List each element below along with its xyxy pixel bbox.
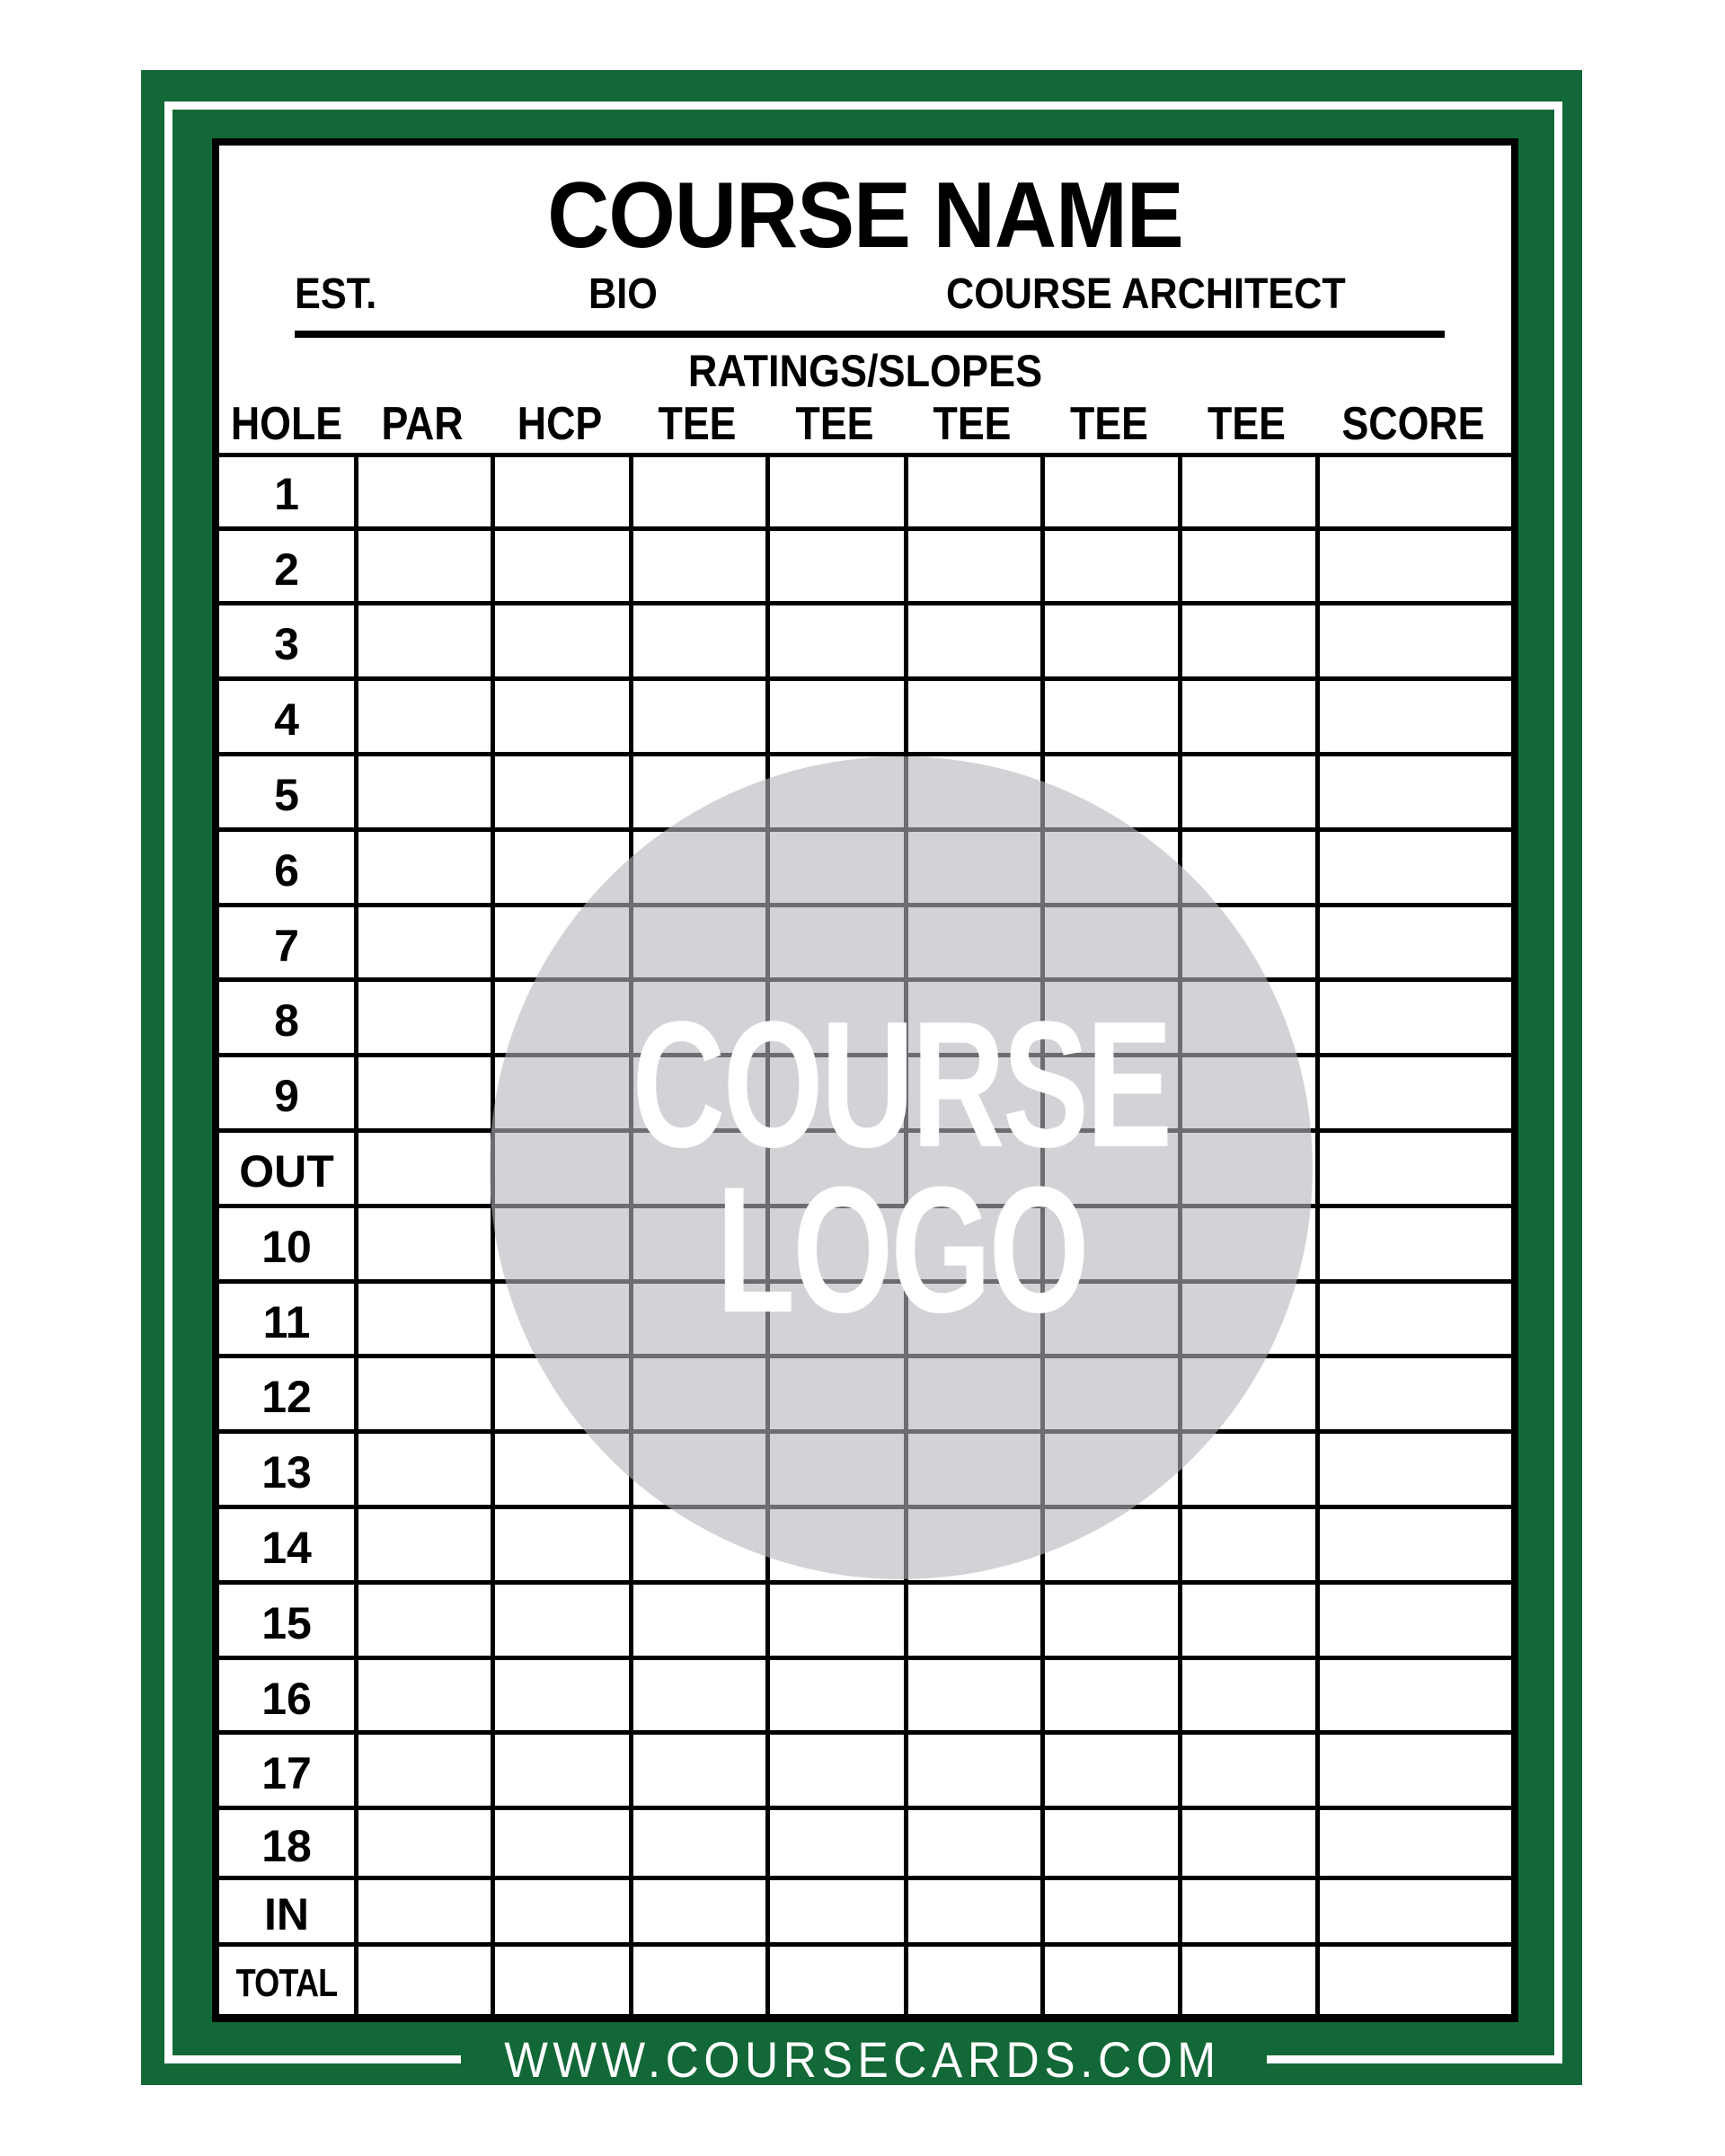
score-cell-tee[interactable] bbox=[1045, 457, 1178, 528]
score-cell-par[interactable] bbox=[358, 1812, 491, 1878]
hole-label: TOTAL bbox=[235, 1961, 338, 2005]
score-cell-score[interactable] bbox=[1320, 1882, 1511, 1944]
score-cell-tee[interactable] bbox=[633, 457, 765, 528]
hole-label: 12 bbox=[261, 1372, 312, 1422]
score-cell-tee[interactable] bbox=[633, 1812, 765, 1878]
score-cell-par[interactable] bbox=[358, 834, 491, 905]
scorecard-body bbox=[219, 146, 1511, 2015]
score-cell-tee[interactable] bbox=[633, 1948, 765, 2015]
score-cell-score[interactable] bbox=[1320, 1812, 1511, 1878]
est-label: EST. bbox=[295, 270, 377, 318]
score-cell-tee[interactable] bbox=[770, 607, 904, 678]
score-cell-score[interactable] bbox=[1320, 1059, 1511, 1130]
frame-stripe-top bbox=[164, 102, 1562, 110]
score-cell-hcp[interactable] bbox=[495, 1736, 629, 1807]
bio-label: BIO bbox=[588, 270, 658, 318]
score-cell-tee[interactable] bbox=[770, 533, 904, 603]
score-cell-tee[interactable] bbox=[908, 607, 1040, 678]
score-cell-tee[interactable] bbox=[1045, 1736, 1178, 1807]
score-cell-tee[interactable] bbox=[908, 1736, 1040, 1807]
score-cell-tee[interactable] bbox=[770, 1736, 904, 1807]
column-header-hcp: HCP bbox=[517, 398, 603, 450]
hole-label: 8 bbox=[274, 995, 299, 1046]
score-cell-tee[interactable] bbox=[770, 457, 904, 528]
course-architect-label: COURSE ARCHITECT bbox=[946, 270, 1346, 318]
score-cell-par[interactable] bbox=[358, 1511, 491, 1582]
score-cell-score[interactable] bbox=[1320, 1511, 1511, 1582]
score-cell-tee[interactable] bbox=[633, 1882, 765, 1944]
hole-label: 10 bbox=[261, 1222, 312, 1272]
score-cell-score[interactable] bbox=[1320, 683, 1511, 754]
frame-stripe-left bbox=[164, 102, 172, 2063]
score-cell-score[interactable] bbox=[1320, 1135, 1511, 1206]
score-cell-hcp[interactable] bbox=[495, 1948, 629, 2015]
score-cell-tee[interactable] bbox=[1182, 758, 1315, 829]
hole-label: 7 bbox=[274, 920, 299, 971]
score-cell-tee[interactable] bbox=[1045, 607, 1178, 678]
score-cell-tee[interactable] bbox=[1182, 1511, 1315, 1582]
score-cell-tee[interactable] bbox=[1045, 683, 1178, 754]
score-cell-tee[interactable] bbox=[1045, 1662, 1178, 1732]
score-cell-hcp[interactable] bbox=[495, 758, 629, 829]
score-cell-tee[interactable] bbox=[770, 683, 904, 754]
score-cell-hcp[interactable] bbox=[495, 607, 629, 678]
score-cell-tee[interactable] bbox=[770, 1662, 904, 1732]
score-cell-tee[interactable] bbox=[1045, 1948, 1178, 2015]
hole-label: 4 bbox=[274, 694, 299, 745]
header-rule bbox=[295, 331, 1445, 338]
hole-label: 1 bbox=[274, 469, 299, 519]
hole-label: 2 bbox=[274, 543, 299, 595]
score-cell-tee[interactable] bbox=[1182, 1736, 1315, 1807]
score-cell-hcp[interactable] bbox=[495, 1882, 629, 1944]
ratings-slopes-label: RATINGS/SLOPES bbox=[687, 346, 1043, 396]
score-cell-tee[interactable] bbox=[908, 457, 1040, 528]
score-cell-tee[interactable] bbox=[633, 1662, 765, 1732]
course-logo-placeholder bbox=[490, 756, 1313, 1579]
score-cell-par[interactable] bbox=[358, 683, 491, 754]
score-cell-tee[interactable] bbox=[908, 1662, 1040, 1732]
scorecard bbox=[212, 138, 1518, 2022]
score-cell-score[interactable] bbox=[1320, 1586, 1511, 1657]
hole-label: 14 bbox=[261, 1523, 312, 1573]
score-cell-par[interactable] bbox=[358, 1662, 491, 1732]
column-header-tee-5: TEE bbox=[1208, 398, 1286, 450]
grid-column-line bbox=[1315, 453, 1320, 2015]
score-cell-tee[interactable] bbox=[908, 1812, 1040, 1878]
column-header-tee-2: TEE bbox=[795, 398, 874, 450]
logo-line-2: LOGO bbox=[715, 1150, 1087, 1350]
hole-label: 3 bbox=[274, 619, 299, 669]
score-cell-tee[interactable] bbox=[1045, 1812, 1178, 1878]
column-header-par: PAR bbox=[381, 398, 464, 450]
score-cell-par[interactable] bbox=[358, 758, 491, 829]
score-cell-score[interactable] bbox=[1320, 607, 1511, 678]
score-cell-par[interactable] bbox=[358, 457, 491, 528]
score-cell-tee[interactable] bbox=[908, 533, 1040, 603]
score-cell-tee[interactable] bbox=[1182, 1812, 1315, 1878]
hole-label: 13 bbox=[261, 1447, 312, 1498]
score-cell-tee[interactable] bbox=[908, 1586, 1040, 1657]
score-cell-tee[interactable] bbox=[1045, 1586, 1178, 1657]
score-cell-tee[interactable] bbox=[1182, 607, 1315, 678]
score-cell-tee[interactable] bbox=[908, 1948, 1040, 2015]
hole-label: 6 bbox=[274, 845, 299, 896]
score-cell-par[interactable] bbox=[358, 607, 491, 678]
score-cell-tee[interactable] bbox=[770, 1948, 904, 2015]
hole-label: 5 bbox=[274, 770, 299, 820]
score-cell-par[interactable] bbox=[358, 984, 491, 1055]
column-header-tee-3: TEE bbox=[933, 398, 1012, 450]
column-header-tee-1: TEE bbox=[658, 398, 737, 450]
course-name-title: COURSE NAME bbox=[547, 163, 1183, 268]
score-cell-tee[interactable] bbox=[633, 607, 765, 678]
score-cell-tee[interactable] bbox=[1182, 1586, 1315, 1657]
score-cell-par[interactable] bbox=[358, 909, 491, 979]
frame-stripe-right bbox=[1554, 102, 1562, 2063]
score-cell-par[interactable] bbox=[358, 1586, 491, 1657]
hole-label: 18 bbox=[261, 1821, 312, 1871]
score-cell-score[interactable] bbox=[1320, 1436, 1511, 1507]
score-cell-tee[interactable] bbox=[770, 1882, 904, 1944]
score-cell-par[interactable] bbox=[358, 1882, 491, 1944]
score-cell-tee[interactable] bbox=[633, 1736, 765, 1807]
column-header-tee-4: TEE bbox=[1070, 398, 1148, 450]
score-cell-par[interactable] bbox=[358, 1210, 491, 1281]
score-cell-hcp[interactable] bbox=[495, 1662, 629, 1732]
score-cell-par[interactable] bbox=[358, 1436, 491, 1507]
score-cell-score[interactable] bbox=[1320, 909, 1511, 979]
hole-label: 9 bbox=[274, 1071, 299, 1121]
score-cell-par[interactable] bbox=[358, 1286, 491, 1356]
score-cell-score[interactable] bbox=[1320, 1286, 1511, 1356]
score-cell-hcp[interactable] bbox=[495, 1586, 629, 1657]
score-cell-hcp[interactable] bbox=[495, 683, 629, 754]
score-cell-par[interactable] bbox=[358, 1059, 491, 1130]
score-cell-hcp[interactable] bbox=[495, 533, 629, 603]
score-cell-tee[interactable] bbox=[633, 533, 765, 603]
score-cell-score[interactable] bbox=[1320, 1360, 1511, 1431]
column-header-hole: HOLE bbox=[230, 398, 343, 450]
hole-label: 16 bbox=[261, 1673, 312, 1724]
footer-url: WWW.COURSECARDS.COM bbox=[504, 2031, 1221, 2088]
score-cell-score[interactable] bbox=[1320, 457, 1511, 528]
grid-column-line bbox=[354, 453, 358, 2015]
hole-label: OUT bbox=[239, 1146, 334, 1197]
score-cell-score[interactable] bbox=[1320, 533, 1511, 603]
score-cell-tee[interactable] bbox=[1182, 457, 1315, 528]
score-cell-par[interactable] bbox=[358, 1135, 491, 1206]
score-cell-hcp[interactable] bbox=[495, 457, 629, 528]
score-cell-tee[interactable] bbox=[1182, 1662, 1315, 1732]
score-cell-tee[interactable] bbox=[1045, 533, 1178, 603]
score-cell-tee[interactable] bbox=[633, 1586, 765, 1657]
score-cell-tee[interactable] bbox=[1182, 1882, 1315, 1944]
score-cell-par[interactable] bbox=[358, 1360, 491, 1431]
hole-label: 11 bbox=[262, 1296, 311, 1348]
hole-label: IN bbox=[264, 1889, 309, 1940]
score-cell-score[interactable] bbox=[1320, 758, 1511, 829]
score-cell-tee[interactable] bbox=[633, 683, 765, 754]
score-cell-tee[interactable] bbox=[1182, 1948, 1315, 2015]
score-cell-par[interactable] bbox=[358, 533, 491, 603]
column-headers bbox=[219, 398, 1511, 455]
score-cell-tee[interactable] bbox=[1045, 1882, 1178, 1944]
score-cell-hcp[interactable] bbox=[495, 1511, 629, 1582]
score-cell-tee[interactable] bbox=[770, 1586, 904, 1657]
score-cell-tee[interactable] bbox=[770, 1812, 904, 1878]
score-cell-tee[interactable] bbox=[1182, 533, 1315, 603]
score-cell-par[interactable] bbox=[358, 1736, 491, 1807]
column-header-score: SCORE bbox=[1341, 398, 1485, 450]
score-cell-tee[interactable] bbox=[908, 683, 1040, 754]
score-cell-tee[interactable] bbox=[908, 1882, 1040, 1944]
score-cell-score[interactable] bbox=[1320, 984, 1511, 1055]
score-cell-score[interactable] bbox=[1320, 1662, 1511, 1732]
hole-label: 15 bbox=[261, 1598, 312, 1648]
score-cell-hcp[interactable] bbox=[495, 1812, 629, 1878]
score-cell-score[interactable] bbox=[1320, 1210, 1511, 1281]
logo-line-1: COURSE bbox=[632, 985, 1171, 1185]
score-cell-score[interactable] bbox=[1320, 1736, 1511, 1807]
score-cell-score[interactable] bbox=[1320, 1948, 1511, 2015]
score-cell-tee[interactable] bbox=[1182, 683, 1315, 754]
score-cell-score[interactable] bbox=[1320, 834, 1511, 905]
score-cell-par[interactable] bbox=[358, 1948, 491, 2015]
hole-label: 17 bbox=[261, 1748, 312, 1798]
